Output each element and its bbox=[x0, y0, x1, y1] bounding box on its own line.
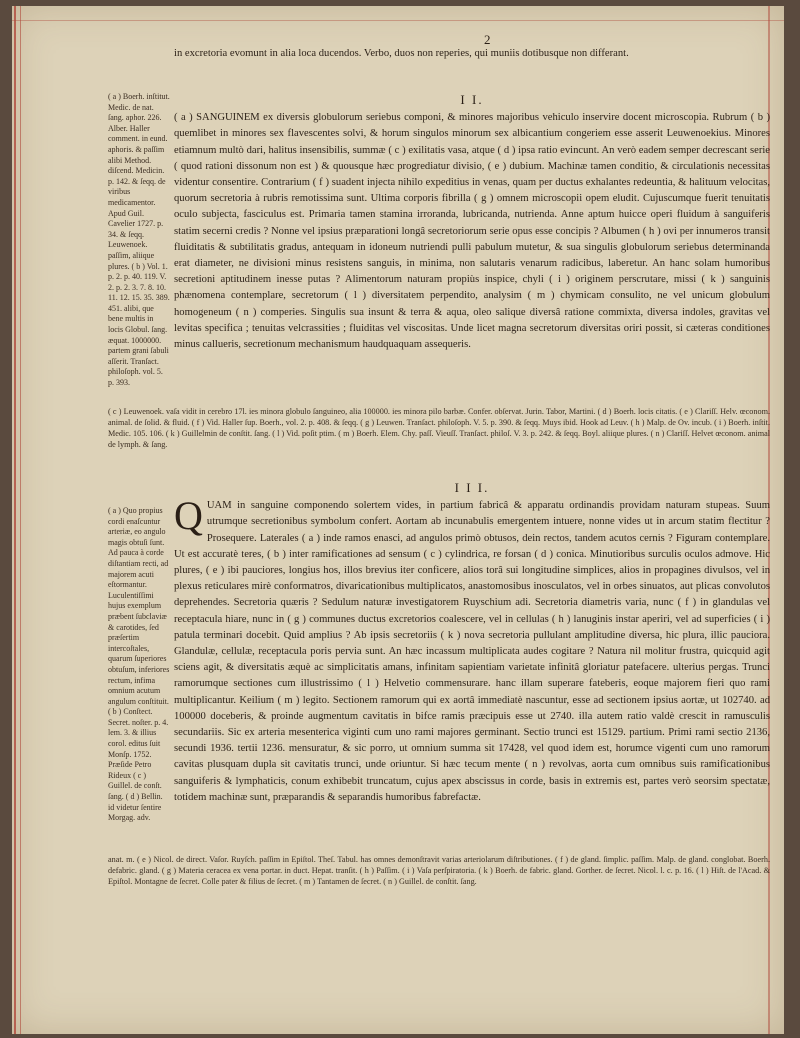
section-heading: I I I. bbox=[454, 480, 490, 495]
section-2 bbox=[174, 92, 770, 353]
continuation-paragraph: in excretoria evomunt in alia loca ducendos. Verbo, duos non reperies, qui muniis dotibusque non differant. bbox=[174, 48, 629, 59]
book-page bbox=[12, 6, 784, 1034]
page-number: 2 bbox=[484, 32, 491, 47]
footnotes-2: anat. m. ( e ) Nicol. de direct. Vaſor. Ruyſch. paſſim in Epiſtol. Theſ. Tabul. has omnes demonſtravit varias arteriolarum diſtributiones. ( f ) de gland. ſimplic. paſſim. Malp. de gland. conglobat. Boerh. defabric. gland. ( g ) Materia ceracea ex vena portar. in duct. Hepat. tranſit. ( h ) Paſſim. ( i ) Vaſa perſpiratoria. ( k ) Boerh. de fabric. gland. Gorther. de ſecret. Nicol. l. c. p. 16. ( l ) Hiſt. de l'Acad. & Epiſtol. Montagne de ſecret. Colle pater & filius de ſecret. ( m ) Tantamen de ſecret. ( n ) Guillel. de conſtit. ſang. bbox=[108, 855, 770, 886]
section-paragraph: UAM in sanguine componendo solertem vides, in partium fabricâ & apparatu ordinandis providam naturam stupeas. Suum utrumque secretionibus symbolum confert. Aortam ab incunabulis emergentem intuere, nonne vides ut in arcum statim flectitur ? Prosequere. Laterales ( a ) inde ramos enasci, ad angulos primò obtusos, dein rectos, tandem acutos cernis ? Figuram contemplare. Ut est accuratè teres, ( b ) inter ramificationes ad sensum ( c ) cylindrica, re forsan ( d ) conica. Minutioribus surculis oculos admove. Hic plures, ( e ) ibi pauciores, longius hos, illos brevius iter conficere, alios torâ sui longitudine simplices, alios in propagines divulsos, vel in plexus reticulares mirè conformatros, divaricationibus multiplicatos, anastomosibus inosculatos, vel in orbes sinuatos, aut plicas convolutos deprehendes. Secretoria quæris ? Sedulum naturæ investigatorem Ruyschium adi. Secretoria diametris varia, nunc ( f ) in glandulas vel receptacula hiare, nunc in ( g ) communes ductus excretorios coalescere, vel in cellulas ( h ) lanuginis instar aperiri, vel ad superficies ( i ) patula terminari docebit. Quid amplius ? Ab ipsis secretoriis ( k ) nova secretoria pullulant amplitudine diversa, hic plura, illic pauciora. Glandulæ, cellulæ, receptacula poris pervia sunt. An hæc incassum multiplicata audes cogitare ? Natura nil molitur frustra, quicquid agit sciens agit, & diversitatis æquè ac simplicitatis amans, infinitam sapientiam varietate infinitâ gloriatur patefacere. ulterius pergas. Trunci ramorumque sectiones cum illustrissimo ( l ) Helvetio commensurare. hanc illam superare fateberis, eoque majorem fieri quo rami multiplicantur. Keilium ( m ) legito. Sectionem ramorum qui ex aortâ immediatè nascuntur, esse ad sectionem ipsius aortæ, ut 102740. ad 100000 doceberis, & proinde augmentum cavitatis in bifce ramis præcipuis esse ut 2740. illa autem ratio valdè crescit in ramusculis secundariis. Sic ex arteria mesenterica viginti cum uno rami majores germinant. Sectio trunci est 15129. partium. Primi rami sectio 2136, secundi 1936. tertii 1236. mensuratur, & sic porro, ut omnium summa sit 17428, vel quod idem est, horumce vigenti cum uno ramorum cavitas plusquam dupla sit cavitatis trunci, unde oriuntur. Si hæc tecum mente ( n ) revolvas, aorta cum omnibus suis ramificationibus sanguiferis & lymphaticis, conum exhibebit truncatum, cujus apex abscissus in corde, basis in extremis est, partes verò seorsim spectatæ, totidem machinæ sunt, præparandis & separandis humoribus fabrefactæ. bbox=[174, 500, 770, 803]
footnotes-1: ( c ) Leuwenoek. vaſa vidit in cerebro 17l. ies minora globulo ſanguineo, alia 100000. ies minora pilo barbæ. Confer. obſervat. Jurin. Tabor, Martini. ( d ) Boerh. locis citatis. ( e ) Clariſſ. Helv. œconom. animal. de ſolid. & fluid. ( f ) Vid. Haller ſup. Boerh., vol. 2. p. 408. & ſeqq. ( g ) Leuwen. Tranſact. philoſoph. V. 5. p. 390. & ſeqq. Muys ibid. Hook ad Leuv. ( h ) Malp. de Ov. incub. ( i ) Boerh. inſtit. Medic. 105. 106. ( k ) Guillelmin de conſtit. ſang. ( l ) Vid. poſit ptim. ( m ) Boerh. Elem. Chy. paſſ. Vieuſſ. Tranſact. philoſ. V. 3. p. 242. & ſeqq. Boyl. aliique plures. ( n ) Clariſſ. Helvet œconom. animal de lymph. & ſang. bbox=[108, 407, 770, 449]
section-paragraph: ( a ) SANGUINEM ex diversis globulorum seriebus componi, & minores majoribus vehiculo inservire docent microscopia. Rubrum ( b ) quemlibet in minores sex flavescentes solvi, & horum singulos minorum sex albicantium congeriem esse asserit Leuwenoekius. Minores etiamnum multò dari, halitus insensibilis, summæ ( c ) exilitatis vasa, atque ( d ) ipsa ratio evincunt. An verò eadem semper decrescant serie ( quod rationi dissonum non est ) & quousque hæc progrediatur divisio, ( e ) dubium. Machinæ tamen conditio, & circulationis necessitas videntur consentire. Contrarium ( f ) suadent injecta nihilo expeditius in venas, quam per ductus exhalantes redeuntia, & halituum velocitas, quorum secretoria à rubris remotissima sunt. Ultima corporis fibrilla ( g ) omnem microscopii opem eludit. Cujuscumque fuerit tenuitatis oculo subjecta, fasciculus est. Primaria tamen stamina irroranda, lubricanda, nutrienda. Anne aptum huicce operi fluidum à sanguiferis statim secerni credis ? Nonne vel ipsius præparationi longâ secretoriorum serie opus esse concipis ? Albumen ( h ) ovi per innumeros transit fluiditatis & subtilitatis gradus, antequam in idoneum nutriendi pulli pabulum mutetur, & sua singulis globulorum seriebus determinanda erat diameter, ne divisioni minus resistens sanguis, in minima, non salutaris venarum radicibus, laberetur. An hanc solam humoribus secretioni aptitudinem inesse putas ? Alimentorum naturam propiùs inspice, chyli ( i ) originem perscrutare, missi ( k ) sanguinis phænomena contemplare, secretorum ( l ) diversitatem perpendito, analysim ( m ) chymicam consulito, ne vel unicum globulum homogeneum ( n ) comperies. Singulis sua insunt & terra & aqua, oleo salique diversâ ratione commixta, diversa indoles, gravitas vel levitas specifica ; tenuitas velcrassities ; fluiditas vel viscositas. Unde licet magna secretorum diversitas oriri possit, si cæteras conditiones minus callueris, secretionum mechanismum haudquaquam assequeris. bbox=[174, 112, 770, 351]
drop-cap: Q bbox=[174, 493, 203, 539]
margin-notes-2: ( a ) Quo propius cordi enaſcuntur arteriæ, eo angulo magis obtuſi ſunt. Ad pauca à corde diſtantiam recti, ad majorem acuti eſtormantur. Luculentiſſimi hujus exemplum præbent ſubclaviæ & carotides, ſed præſertim intercoſtales, quarum ſuperiores obtuſum, inferiores rectum, infima omnium acutum angulum conſtituit. ( b ) Conſtect. Secret. noſter. p. 4. lem. 3. & illius corol. editus ſuit Monſp. 1752. Præſide Petro Rideux ( c ) Guillel. de conſt. ſang. ( d ) Bellin. id videtur ſentire Morgag. adv. bbox=[108, 506, 170, 823]
margin-rule-top bbox=[12, 20, 784, 21]
section-3 bbox=[174, 480, 770, 806]
continuation-text bbox=[174, 46, 770, 62]
margin-rule-left-inner bbox=[20, 6, 21, 1034]
section-heading: I I. bbox=[460, 92, 484, 107]
margin-notes-1: ( a ) Boerh. inſtitut. Medic. de nat. ſang. aphor. 226. Alber. Haller comment. in eund. aphoris. & paſſim alibi Method. diſcend. Medicin. p. 142. & ſeqq. de viribus medicamentor. Apud Guil. Cavelier 1727. p. 34. & ſeqq. Leuwenoek. paſſim, aliique plures. ( b ) Vol. 1. p. 2. p. 40. 119. V. 2. p. 2. 3. 7. 8. 10. 11. 12. 15. 35. 389. 451. alibi, que bene multis in locis Globul. ſang. æquat. 1000000. partem grani ſabuli aſſerit. Tranſact. philoſoph. vol. 5. p. 393. bbox=[108, 92, 170, 388]
margin-rule-left bbox=[14, 6, 16, 1034]
